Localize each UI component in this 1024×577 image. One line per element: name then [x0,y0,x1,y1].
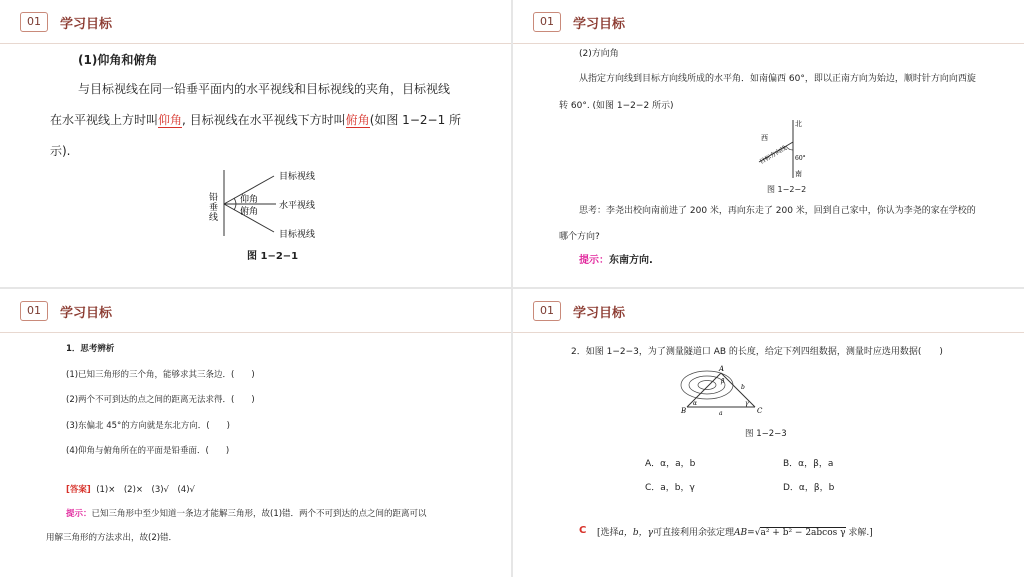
term-depression-angle: 俯角 [345,113,370,127]
figure-1-2-1 [200,164,340,244]
answer-explanation [597,525,873,538]
west-label: 西 [761,134,768,142]
vertex-B: B [681,407,687,415]
slide-header [513,289,1024,333]
figure-1-2-3 [663,363,763,419]
angle-arc [234,198,236,204]
sqrt-sign: √ [754,528,761,538]
upper-line-label: 目标视线 [279,172,316,182]
slide-think-discern [0,289,511,577]
figure-caption: 图 1−2−3 [745,429,787,439]
north-label: 北 [795,120,802,128]
section-number-badge: 01 [20,12,48,32]
option-C: C．a，b，γ [645,483,695,493]
hint-label: 提示： [579,255,609,266]
section-number-badge: 01 [533,301,561,321]
lower-line-label: 目标视线 [279,230,316,240]
section-title: 学习目标 [60,17,113,32]
vertical-label: 垂 [209,203,219,213]
hint-line: 用解三角形的方法求出，故(2)错． [46,533,178,543]
hint-text: 东南方向. [609,255,653,266]
section-number-badge: 01 [533,12,561,32]
explain-text: 求解.] [848,528,873,538]
slide-tunnel-question [513,289,1024,577]
explain-formula-lhs: AB= [734,528,755,538]
figure-caption: 图 1−2−2 [767,185,807,194]
answer-text: (1)× (2)× (3)√ (4)√ [96,485,195,495]
hint-label: 提示： [66,509,92,519]
paragraph-line: 与目标视线在同一铅垂平面内的水平视线和目标视线的夹角，目标视线 [78,82,451,96]
subheading: (2)方向角 [579,49,619,59]
side-AC [721,373,755,407]
hill-contour [689,376,725,394]
question-text: 2．如图 1−2−3，为了测量隧道口 AB 的长度，给定下列四组数据，测量时应选用数据( ) [571,347,943,357]
answer-letter [579,525,586,536]
angle-arc [234,204,236,210]
option-D: D．α，β，b [783,483,835,493]
slide-header [0,289,511,333]
slide-direction-angle [513,0,1024,287]
think-question-line: 思考：李尧出校向南前进了 200 米，再向东走了 200 米，回到自己家中，你认为李尧的家在学校的 [579,206,976,216]
vertex-A: A [719,365,725,373]
slide-header [513,0,1024,44]
paragraph-line: 示). [50,144,71,158]
judgement-item: (1)已知三角形的三个角，能够求其三条边．( ) [66,370,255,380]
answer-label: [答案] [66,485,91,495]
judgement-item: (4)仰角与俯角所在的平面是铅垂面．( ) [66,446,230,456]
section-title: 学习目标 [573,306,626,321]
vertical-label: 线 [209,213,219,223]
paragraph-line: 从指定方向线到目标方向线所成的水平角．如南偏西 60°，即以正南方向为始边，顺时针方向向西旋 [579,74,976,84]
slide-elevation-depression [0,0,511,287]
paragraph-text: (如图 1−2−1 所 [369,113,462,127]
explain-formula-radicand: a² + b² − 2abcos γ [760,528,846,538]
target-line-label: 目标方向线 [758,144,788,166]
explain-vars: a，b，γ [618,528,654,538]
hint-text: 已知三角形中至少知道一条边才能解三角形，故(1)错．两个不可到达的点之间的距离可以 [91,509,427,519]
think-question-line: 哪个方向? [559,232,600,242]
slide-header [0,0,511,44]
side-b-label: b [741,384,745,391]
elevation-label: 仰角 [240,195,259,205]
answer-letter-text: C [579,525,587,536]
judgement-item: (3)东偏北 45°的方向就是东北方向．( ) [66,421,230,431]
judgement-item: (2)两个不可到达的点之间的距离无法求得．( ) [66,395,255,405]
depression-label: 俯角 [240,207,259,217]
paragraph-line [50,111,461,128]
vertex-C: C [757,407,763,415]
answer-line [66,483,195,495]
section-title: 学习目标 [573,17,626,32]
south-label: 南 [795,170,802,178]
explain-text: 可直接利用余弦定理 [653,528,735,538]
paragraph-line: 转 60°. (如图 1−2−2 所示) [559,101,674,111]
angle-beta-label: β [721,378,725,385]
angle-label: 60° [795,155,806,162]
figure-1-2-2 [753,116,813,182]
figure-caption: 图 1−2−1 [247,251,299,262]
paragraph-text: , 目标视线在水平视线下方时叫 [182,113,346,127]
hint-line [66,507,427,519]
angle-alpha-label: α [693,400,698,407]
explain-text: [选择 [597,528,619,538]
paragraph-text: 在水平视线上方时叫 [50,113,159,127]
angle-gamma-label: γ [745,400,749,407]
hill-contour [698,381,716,390]
option-B: B．α，β，a [783,459,834,469]
section-title: 学习目标 [60,306,113,321]
side-a-label: a [719,410,723,417]
hint-line [579,251,653,266]
option-A: A．α，a，b [645,459,696,469]
section-number-badge: 01 [20,301,48,321]
subheading: (1)仰角和俯角 [78,53,158,67]
middle-line-label: 水平视线 [279,201,316,211]
term-elevation-angle: 仰角 [158,113,183,127]
subheading: 1．思考辨析 [66,344,115,354]
vertical-label: 铅 [209,193,219,203]
